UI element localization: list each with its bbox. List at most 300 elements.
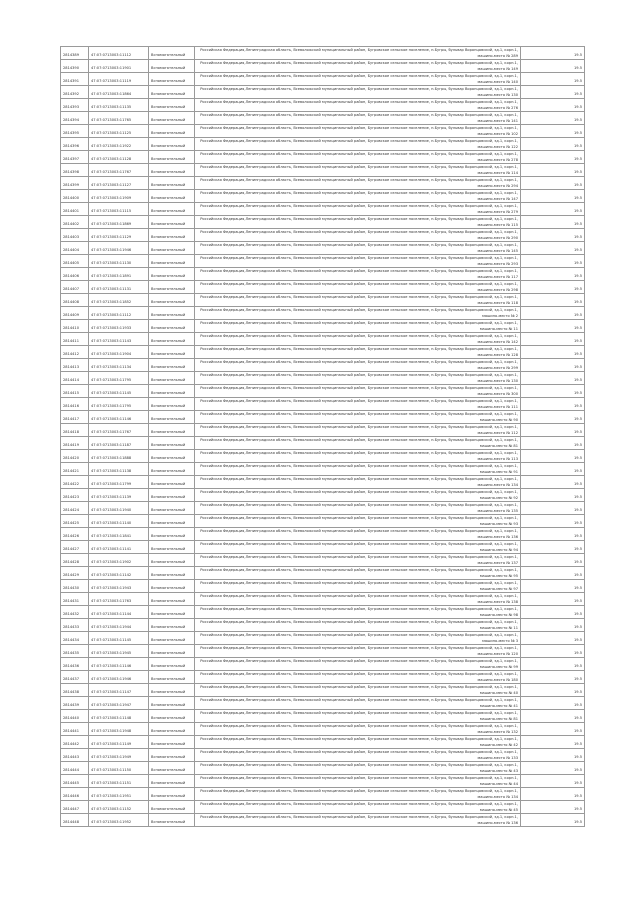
table-row: [61, 684, 585, 697]
row-id-cell: 2814390: [61, 60, 89, 73]
table-row: [61, 749, 585, 762]
cadastral-number-cell: 47:07:0713003:11795: [89, 398, 149, 411]
parking-spaces-table: [60, 46, 585, 827]
row-id-cell: 2814406: [61, 268, 89, 281]
cadastral-number-cell: 47:07:0713003:11147: [89, 684, 149, 697]
address-cell: Российская Федерация,Ленинградская область, Всеволожский муниципальный район, Бугровское сельское поселение, п.Бугры, бульвар Воронцовский, зд.1, корп.1, машино-место № 276: [195, 99, 521, 112]
row-id-cell: 2814439: [61, 697, 89, 710]
area-cell: 19.5: [521, 346, 585, 359]
row-id-cell: 2814392: [61, 86, 89, 99]
row-id-cell: 2814410: [61, 320, 89, 333]
row-id-cell: 2814448: [61, 814, 89, 827]
row-id-cell: 2814423: [61, 489, 89, 502]
table-row: [61, 788, 585, 801]
purpose-cell: Вспомогательный: [149, 359, 195, 372]
address-cell: Российская Федерация,Ленинградская область, Всеволожский муниципальный район, Бугровское сельское поселение, п.Бугры, бульвар Воронцовский, зд.1, корп.1, машино-место № 289: [195, 47, 521, 60]
purpose-cell: Вспомогательный: [149, 164, 195, 177]
address-cell: Российская Федерация,Ленинградская область, Всеволожский муниципальный район, Бугровское сельское поселение, п.Бугры, бульвар Воронцовский, зд.1, корп.1, машино-место № 140: [195, 73, 521, 86]
row-id-cell: 2814445: [61, 775, 89, 788]
address-cell: Российская Федерация,Ленинградская область, Всеволожский муниципальный район, Бугровское сельское поселение, п.Бугры, бульвар Воронцовский, зд.1, корп.1, машино-место № 180: [195, 671, 521, 684]
row-id-cell: 2814400: [61, 190, 89, 203]
area-cell: 19.5: [521, 281, 585, 294]
address-cell: Российская Федерация,Ленинградская область, Всеволожский муниципальный район, Бугровское сельское поселение, п.Бугры, бульвар Воронцовский, зд.1, корп.1, машино-место № 137: [195, 554, 521, 567]
area-cell: 19.5: [521, 151, 585, 164]
address-cell: Российская Федерация,Ленинградская область, Всеволожский муниципальный район, Бугровское сельское поселение, п.Бугры, бульвар Воронцовский, зд.1, корп.1, машино-место № 145: [195, 242, 521, 255]
purpose-cell: Вспомогательный: [149, 385, 195, 398]
address-cell: Российская Федерация,Ленинградская область, Всеволожский муниципальный район, Бугровское сельское поселение, п.Бугры, бульвар Воронцовский, зд.1, корп.1, машино-место № 118: [195, 294, 521, 307]
purpose-cell: Вспомогательный: [149, 645, 195, 658]
cadastral-number-cell: 47:07:0713003:11127: [89, 177, 149, 190]
row-id-cell: 2814412: [61, 346, 89, 359]
row-id-cell: 2814393: [61, 99, 89, 112]
purpose-cell: Вспомогательный: [149, 710, 195, 723]
area-cell: 19.5: [521, 541, 585, 554]
purpose-cell: Вспомогательный: [149, 502, 195, 515]
table-row: [61, 567, 585, 580]
area-cell: 19.5: [521, 723, 585, 736]
cadastral-number-cell: 47:07:0713003:11142: [89, 567, 149, 580]
purpose-cell: Вспомогательный: [149, 723, 195, 736]
cadastral-number-cell: 47:07:0713003:11767: [89, 164, 149, 177]
table-row: [61, 762, 585, 775]
address-cell: Российская Федерация,Ленинградская область, Всеволожский муниципальный район, Бугровское сельское поселение, п.Бугры, бульвар Воронцовский, зд.1, корп.1, машино-место № 120: [195, 645, 521, 658]
area-cell: 19.5: [521, 736, 585, 749]
area-cell: 19.5: [521, 606, 585, 619]
address-cell: Российская Федерация,Ленинградская область, Всеволожский муниципальный район, Бугровское сельское поселение, п.Бугры, бульвар Воронцовский, зд.1, корп.1, машино-место № 3: [195, 632, 521, 645]
row-id-cell: 2814407: [61, 281, 89, 294]
row-id-cell: 2814424: [61, 502, 89, 515]
row-id-cell: 2814420: [61, 450, 89, 463]
cadastral-number-cell: 47:07:0713003:11943: [89, 580, 149, 593]
purpose-cell: Вспомогательный: [149, 255, 195, 268]
area-cell: 19.5: [521, 502, 585, 515]
purpose-cell: Вспомогательный: [149, 736, 195, 749]
table-row: [61, 372, 585, 385]
address-cell: Российская Федерация,Ленинградская область, Всеволожский муниципальный район, Бугровское сельское поселение, п.Бугры, бульвар Воронцовский, зд.1, корп.1, машино-место № 141: [195, 112, 521, 125]
table-row: [61, 229, 585, 242]
area-cell: 19.5: [521, 788, 585, 801]
table-row: [61, 437, 585, 450]
area-cell: 19.5: [521, 775, 585, 788]
row-id-cell: 2814441: [61, 723, 89, 736]
purpose-cell: Вспомогательный: [149, 86, 195, 99]
purpose-cell: Вспомогательный: [149, 424, 195, 437]
cadastral-number-cell: 47:07:0713003:11901: [89, 60, 149, 73]
cadastral-number-cell: 47:07:0713003:11130: [89, 255, 149, 268]
row-id-cell: 2814437: [61, 671, 89, 684]
purpose-cell: Вспомогательный: [149, 463, 195, 476]
cadastral-number-cell: 47:07:0713003:11148: [89, 710, 149, 723]
area-cell: 19.5: [521, 125, 585, 138]
area-cell: 19.5: [521, 528, 585, 541]
address-cell: Российская Федерация,Ленинградская область, Всеволожский муниципальный район, Бугровское сельское поселение, п.Бугры, бульвар Воронцовский, зд.1, корп.1, машино-место № 147: [195, 190, 521, 203]
cadastral-number-cell: 47:07:0713003:11141: [89, 541, 149, 554]
cadastral-number-cell: 47:07:0713003:11143: [89, 333, 149, 346]
area-cell: 19.5: [521, 99, 585, 112]
cadastral-number-cell: 47:07:0713003:11869: [89, 216, 149, 229]
row-id-cell: 2814411: [61, 333, 89, 346]
purpose-cell: Вспомогательный: [149, 203, 195, 216]
cadastral-number-cell: 47:07:0713003:11152: [89, 801, 149, 814]
address-cell: Российская Федерация,Ленинградская область, Всеволожский муниципальный район, Бугровское сельское поселение, п.Бугры, бульвар Воронцовский, зд.1, корп.1, машино-место № 11: [195, 619, 521, 632]
table-row: [61, 606, 585, 619]
address-cell: Российская Федерация,Ленинградская область, Всеволожский муниципальный район, Бугровское сельское поселение, п.Бугры, бульвар Воронцовский, зд.1, корп.1, машино-место № 112: [195, 424, 521, 437]
cadastral-number-cell: 47:07:0713003:11149: [89, 736, 149, 749]
row-id-cell: 2814415: [61, 385, 89, 398]
area-cell: 19.5: [521, 307, 585, 320]
cadastral-number-cell: 47:07:0713003:11115: [89, 203, 149, 216]
purpose-cell: Вспомогательный: [149, 151, 195, 164]
purpose-cell: Вспомогательный: [149, 801, 195, 814]
row-id-cell: 2814409: [61, 307, 89, 320]
cadastral-number-cell: 47:07:0713003:11763: [89, 593, 149, 606]
purpose-cell: Вспомогательный: [149, 398, 195, 411]
purpose-cell: Вспомогательный: [149, 671, 195, 684]
row-id-cell: 2814399: [61, 177, 89, 190]
table-row: [61, 203, 585, 216]
area-cell: 19.5: [521, 710, 585, 723]
row-id-cell: 2814433: [61, 619, 89, 632]
cadastral-number-cell: 47:07:0713003:11891: [89, 268, 149, 281]
row-id-cell: 2814398: [61, 164, 89, 177]
row-id-cell: 2814395: [61, 125, 89, 138]
address-cell: Российская Федерация,Ленинградская область, Всеволожский муниципальный район, Бугровское сельское поселение, п.Бугры, бульвар Воронцовский, зд.1, корп.1, машино-место № 92: [195, 489, 521, 502]
address-cell: Российская Федерация,Ленинградская область, Всеволожский муниципальный район, Бугровское сельское поселение, п.Бугры, бульвар Воронцовский, зд.1, корп.1, машино-место № 130: [195, 86, 521, 99]
area-cell: 19.5: [521, 619, 585, 632]
cadastral-number-cell: 47:07:0713003:11112: [89, 307, 149, 320]
table-row: [61, 476, 585, 489]
row-id-cell: 2814417: [61, 411, 89, 424]
row-id-cell: 2814401: [61, 203, 89, 216]
cadastral-number-cell: 47:07:0713003:11119: [89, 73, 149, 86]
purpose-cell: Вспомогательный: [149, 47, 195, 60]
area-cell: 19.5: [521, 73, 585, 86]
row-id-cell: 2814447: [61, 801, 89, 814]
row-id-cell: 2814418: [61, 424, 89, 437]
table-row: [61, 255, 585, 268]
purpose-cell: Вспомогательный: [149, 528, 195, 541]
address-cell: Российская Федерация,Ленинградская область, Всеволожский муниципальный район, Бугровское сельское поселение, п.Бугры, бульвар Воронцовский, зд.1, корп.1, машино-место № 278: [195, 151, 521, 164]
address-cell: Российская Федерация,Ленинградская область, Всеволожский муниципальный район, Бугровское сельское поселение, п.Бугры, бульвар Воронцовский, зд.1, корп.1, машино-место № 97: [195, 580, 521, 593]
address-cell: Российская Федерация,Ленинградская область, Всеволожский муниципальный район, Бугровское сельское поселение, п.Бугры, бульвар Воронцовский, зд.1, корп.1, машино-место № 90: [195, 411, 521, 424]
area-cell: 19.5: [521, 398, 585, 411]
table-row: [61, 775, 585, 788]
cadastral-number-cell: 47:07:0713003:11933: [89, 320, 149, 333]
area-cell: 19.5: [521, 437, 585, 450]
table-row: [61, 73, 585, 86]
area-cell: 19.5: [521, 60, 585, 73]
cadastral-number-cell: 47:07:0713003:11948: [89, 723, 149, 736]
cadastral-number-cell: 47:07:0713003:11135: [89, 99, 149, 112]
row-id-cell: 2814442: [61, 736, 89, 749]
purpose-cell: Вспомогательный: [149, 268, 195, 281]
row-id-cell: 2814414: [61, 372, 89, 385]
address-cell: Российская Федерация,Ленинградская область, Всеволожский муниципальный район, Бугровское сельское поселение, п.Бугры, бульвар Воронцовский, зд.1, корп.1, машино-место № 299: [195, 359, 521, 372]
area-cell: 19.5: [521, 593, 585, 606]
area-cell: 19.5: [521, 372, 585, 385]
table-row: [61, 424, 585, 437]
table-body: [61, 47, 585, 827]
area-cell: 19.5: [521, 112, 585, 125]
address-cell: Российская Федерация,Ленинградская область, Всеволожский муниципальный район, Бугровское сельское поселение, п.Бугры, бульвар Воронцовский, зд.1, корп.1, машино-место № 128: [195, 346, 521, 359]
area-cell: 19.5: [521, 515, 585, 528]
row-id-cell: 2814403: [61, 229, 89, 242]
area-cell: 19.5: [521, 242, 585, 255]
area-cell: 19.5: [521, 580, 585, 593]
address-cell: Российская Федерация,Ленинградская область, Всеволожский муниципальный район, Бугровское сельское поселение, п.Бугры, бульвар Воронцовский, зд.1, корп.1, машино-место № 122: [195, 138, 521, 151]
cadastral-number-cell: 47:07:0713003:11946: [89, 242, 149, 255]
area-cell: 19.5: [521, 658, 585, 671]
cadastral-number-cell: 47:07:0713003:11144: [89, 606, 149, 619]
address-cell: Российская Федерация,Ленинградская область, Всеволожский муниципальный район, Бугровское сельское поселение, п.Бугры, бульвар Воронцовский, зд.1, корп.1, машино-место № 300: [195, 385, 521, 398]
area-cell: 19.5: [521, 86, 585, 99]
table-row: [61, 580, 585, 593]
table-row: [61, 515, 585, 528]
address-cell: Российская Федерация,Ленинградская область, Всеволожский муниципальный район, Бугровское сельское поселение, п.Бугры, бульвар Воронцовский, зд.1, корп.1, машино-место № 2: [195, 307, 521, 320]
row-id-cell: 2814391: [61, 73, 89, 86]
purpose-cell: Вспомогательный: [149, 281, 195, 294]
area-cell: 19.5: [521, 450, 585, 463]
address-cell: Российская Федерация,Ленинградская область, Всеволожский муниципальный район, Бугровское сельское поселение, п.Бугры, бульвар Воронцовский, зд.1, корп.1, машино-место № 41: [195, 697, 521, 710]
cadastral-number-cell: 47:07:0713003:11145: [89, 632, 149, 645]
address-cell: Российская Федерация,Ленинградская область, Всеволожский муниципальный район, Бугровское сельское поселение, п.Бугры, бульвар Воронцовский, зд.1, корп.1, машино-место № 136: [195, 814, 521, 827]
address-cell: Российская Федерация,Ленинградская область, Всеволожский муниципальный район, Бугровское сельское поселение, п.Бугры, бульвар Воронцовский, зд.1, корп.1, машино-место № 114: [195, 164, 521, 177]
table-row: [61, 359, 585, 372]
table-row: [61, 385, 585, 398]
address-cell: Российская Федерация,Ленинградская область, Всеволожский муниципальный район, Бугровское сельское поселение, п.Бугры, бульвар Воронцовский, зд.1, корп.1, машино-место № 98: [195, 606, 521, 619]
row-id-cell: 2814402: [61, 216, 89, 229]
table-row: [61, 645, 585, 658]
cadastral-number-cell: 47:07:0713003:11888: [89, 450, 149, 463]
area-cell: 19.5: [521, 801, 585, 814]
address-cell: Российская Федерация,Ленинградская область, Всеволожский муниципальный район, Бугровское сельское поселение, п.Бугры, бульвар Воронцовский, зд.1, корп.1, машино-место № 99: [195, 658, 521, 671]
address-cell: Российская Федерация,Ленинградская область, Всеволожский муниципальный район, Бугровское сельское поселение, п.Бугры, бульвар Воронцовский, зд.1, корп.1, машино-место № 40: [195, 684, 521, 697]
purpose-cell: Вспомогательный: [149, 567, 195, 580]
area-cell: 19.5: [521, 385, 585, 398]
purpose-cell: Вспомогательный: [149, 177, 195, 190]
table-row: [61, 307, 585, 320]
address-cell: Российская Федерация,Ленинградская область, Всеволожский муниципальный район, Бугровское сельское поселение, п.Бугры, бульвар Воронцовский, зд.1, корп.1, машино-место № 298: [195, 281, 521, 294]
area-cell: 19.5: [521, 190, 585, 203]
area-cell: 19.5: [521, 359, 585, 372]
purpose-cell: Вспомогательный: [149, 788, 195, 801]
table-row: [61, 86, 585, 99]
area-cell: 19.5: [521, 489, 585, 502]
area-cell: 19.5: [521, 216, 585, 229]
row-id-cell: 2814404: [61, 242, 89, 255]
area-cell: 19.5: [521, 697, 585, 710]
purpose-cell: Вспомогательный: [149, 307, 195, 320]
purpose-cell: Вспомогательный: [149, 476, 195, 489]
table-row: [61, 528, 585, 541]
row-id-cell: 2814443: [61, 749, 89, 762]
cadastral-number-cell: 47:07:0713003:11949: [89, 749, 149, 762]
area-cell: 19.5: [521, 671, 585, 684]
cadastral-number-cell: 47:07:0713003:11951: [89, 788, 149, 801]
purpose-cell: Вспомогательный: [149, 580, 195, 593]
table-row: [61, 333, 585, 346]
address-cell: Российская Федерация,Ленинградская область, Всеволожский муниципальный район, Бугровское сельское поселение, п.Бугры, бульвар Воронцовский, зд.1, корп.1, машино-место № 111: [195, 398, 521, 411]
address-cell: Российская Федерация,Ленинградская область, Всеволожский муниципальный район, Бугровское сельское поселение, п.Бугры, бульвар Воронцовский, зд.1, корп.1, машино-место № 42: [195, 736, 521, 749]
table-row: [61, 671, 585, 684]
address-cell: Российская Федерация,Ленинградская область, Всеволожский муниципальный район, Бугровское сельское поселение, п.Бугры, бульвар Воронцовский, зд.1, корп.1, машино-место № 142: [195, 333, 521, 346]
purpose-cell: Вспомогательный: [149, 125, 195, 138]
address-cell: Российская Федерация,Ленинградская область, Всеволожский муниципальный район, Бугровское сельское поселение, п.Бугры, бульвар Воронцовский, зд.1, корп.1, машино-место № 134: [195, 476, 521, 489]
area-cell: 19.5: [521, 684, 585, 697]
purpose-cell: Вспомогательный: [149, 749, 195, 762]
row-id-cell: 2814405: [61, 255, 89, 268]
area-cell: 19.5: [521, 177, 585, 190]
address-cell: Российская Федерация,Ленинградская область, Всеволожский муниципальный район, Бугровское сельское поселение, п.Бугры, бульвар Воронцовский, зд.1, корп.1, машино-место № 117: [195, 268, 521, 281]
table-row: [61, 138, 585, 151]
purpose-cell: Вспомогательный: [149, 684, 195, 697]
area-cell: 19.5: [521, 424, 585, 437]
address-cell: Российская Федерация,Ленинградская область, Всеволожский муниципальный район, Бугровское сельское поселение, п.Бугры, бульвар Воронцовский, зд.1, корп.1, машино-место № 133: [195, 749, 521, 762]
table-row: [61, 320, 585, 333]
cadastral-number-cell: 47:07:0713003:11904: [89, 346, 149, 359]
cadastral-number-cell: 47:07:0713003:11852: [89, 294, 149, 307]
row-id-cell: 2814394: [61, 112, 89, 125]
address-cell: Российская Федерация,Ленинградская область, Всеволожский муниципальный район, Бугровское сельское поселение, п.Бугры, бульвар Воронцовский, зд.1, корп.1, машино-место № 81: [195, 710, 521, 723]
table-row: [61, 541, 585, 554]
cadastral-number-cell: 47:07:0713003:11112: [89, 47, 149, 60]
registry-sheet: [60, 46, 584, 827]
purpose-cell: Вспомогательный: [149, 294, 195, 307]
area-cell: 19.5: [521, 463, 585, 476]
purpose-cell: Вспомогательный: [149, 138, 195, 151]
table-row: [61, 294, 585, 307]
table-row: [61, 801, 585, 814]
table-row: [61, 450, 585, 463]
table-row: [61, 489, 585, 502]
cadastral-number-cell: 47:07:0713003:11945: [89, 645, 149, 658]
cadastral-number-cell: 47:07:0713003:11946: [89, 671, 149, 684]
cadastral-number-cell: 47:07:0713003:11940: [89, 502, 149, 515]
row-id-cell: 2814421: [61, 463, 89, 476]
purpose-cell: Вспомогательный: [149, 99, 195, 112]
table-row: [61, 281, 585, 294]
table-row: [61, 502, 585, 515]
purpose-cell: Вспомогательный: [149, 606, 195, 619]
row-id-cell: 2814444: [61, 762, 89, 775]
row-id-cell: 2814435: [61, 645, 89, 658]
cadastral-number-cell: 47:07:0713003:11129: [89, 229, 149, 242]
purpose-cell: Вспомогательный: [149, 632, 195, 645]
cadastral-number-cell: 47:07:0713003:11864: [89, 86, 149, 99]
cadastral-number-cell: 47:07:0713003:11947: [89, 697, 149, 710]
row-id-cell: 2814396: [61, 138, 89, 151]
row-id-cell: 2814422: [61, 476, 89, 489]
table-row: [61, 112, 585, 125]
row-id-cell: 2814425: [61, 515, 89, 528]
table-row: [61, 411, 585, 424]
table-row: [61, 554, 585, 567]
area-cell: 19.5: [521, 229, 585, 242]
cadastral-number-cell: 47:07:0713003:11765: [89, 112, 149, 125]
area-cell: 19.5: [521, 138, 585, 151]
purpose-cell: Вспомогательный: [149, 515, 195, 528]
address-cell: Российская Федерация,Ленинградская область, Всеволожский муниципальный район, Бугровское сельское поселение, п.Бугры, бульвар Воронцовский, зд.1, корп.1, машино-место № 132: [195, 723, 521, 736]
address-cell: Российская Федерация,Ленинградская область, Всеволожский муниципальный район, Бугровское сельское поселение, п.Бугры, бульвар Воронцовский, зд.1, корп.1, машино-место № 134: [195, 788, 521, 801]
cadastral-number-cell: 47:07:0713003:11922: [89, 138, 149, 151]
table-row: [61, 177, 585, 190]
address-cell: Российская Федерация,Ленинградская область, Всеволожский муниципальный район, Бугровское сельское поселение, п.Бугры, бульвар Воронцовский, зд.1, корп.1, машино-место № 91: [195, 463, 521, 476]
area-cell: 19.5: [521, 632, 585, 645]
purpose-cell: Вспомогательный: [149, 775, 195, 788]
area-cell: 19.5: [521, 476, 585, 489]
table-row: [61, 736, 585, 749]
cadastral-number-cell: 47:07:0713003:11150: [89, 762, 149, 775]
cadastral-number-cell: 47:07:0713003:11767: [89, 424, 149, 437]
purpose-cell: Вспомогательный: [149, 372, 195, 385]
address-cell: Российская Федерация,Ленинградская область, Всеволожский муниципальный район, Бугровское сельское поселение, п.Бугры, бульвар Воронцовский, зд.1, корп.1, машино-место № 11: [195, 320, 521, 333]
cadastral-number-cell: 47:07:0713003:11139: [89, 489, 149, 502]
area-cell: 19.5: [521, 554, 585, 567]
row-id-cell: 2814438: [61, 684, 89, 697]
address-cell: Российская Федерация,Ленинградская область, Всеволожский муниципальный район, Бугровское сельское поселение, п.Бугры, бульвар Воронцовский, зд.1, корп.1, машино-место № 113: [195, 450, 521, 463]
cadastral-number-cell: 47:07:0713003:11140: [89, 515, 149, 528]
cadastral-number-cell: 47:07:0713003:11187: [89, 437, 149, 450]
address-cell: Российская Федерация,Ленинградская область, Всеволожский муниципальный район, Бугровское сельское поселение, п.Бугры, бульвар Воронцовский, зд.1, корп.1, машино-место № 149: [195, 60, 521, 73]
address-cell: Российская Федерация,Ленинградская область, Всеволожский муниципальный район, Бугровское сельское поселение, п.Бугры, бульвар Воронцовский, зд.1, корп.1, машино-место № 135: [195, 502, 521, 515]
row-id-cell: 2814419: [61, 437, 89, 450]
table-row: [61, 723, 585, 736]
table-row: [61, 593, 585, 606]
row-id-cell: 2814413: [61, 359, 89, 372]
address-cell: Российская Федерация,Ленинградская область, Всеволожский муниципальный район, Бугровское сельское поселение, п.Бугры, бульвар Воронцовский, зд.1, корп.1, машино-место № 44: [195, 775, 521, 788]
purpose-cell: Вспомогательный: [149, 73, 195, 86]
area-cell: 19.5: [521, 567, 585, 580]
purpose-cell: Вспомогательный: [149, 190, 195, 203]
table-row: [61, 151, 585, 164]
area-cell: 19.5: [521, 814, 585, 827]
area-cell: 19.5: [521, 203, 585, 216]
table-row: [61, 697, 585, 710]
area-cell: 19.5: [521, 294, 585, 307]
address-cell: Российская Федерация,Ленинградская область, Всеволожский муниципальный район, Бугровское сельское поселение, п.Бугры, бульвар Воронцовский, зд.1, корп.1, машино-место № 294: [195, 177, 521, 190]
area-cell: 19.5: [521, 749, 585, 762]
table-row: [61, 619, 585, 632]
row-id-cell: 2814416: [61, 398, 89, 411]
purpose-cell: Вспомогательный: [149, 411, 195, 424]
address-cell: Российская Федерация,Ленинградская область, Всеволожский муниципальный район, Бугровское сельское поселение, п.Бугры, бульвар Воронцовский, зд.1, корп.1, машино-место № 81: [195, 437, 521, 450]
purpose-cell: Вспомогательный: [149, 697, 195, 710]
purpose-cell: Вспомогательный: [149, 554, 195, 567]
area-cell: 19.5: [521, 411, 585, 424]
area-cell: 19.5: [521, 333, 585, 346]
area-cell: 19.5: [521, 255, 585, 268]
row-id-cell: 2814397: [61, 151, 89, 164]
row-id-cell: 2814427: [61, 541, 89, 554]
cadastral-number-cell: 47:07:0713003:11902: [89, 554, 149, 567]
cadastral-number-cell: 47:07:0713003:11151: [89, 775, 149, 788]
row-id-cell: 2814428: [61, 554, 89, 567]
area-cell: 19.5: [521, 164, 585, 177]
purpose-cell: Вспомогательный: [149, 112, 195, 125]
purpose-cell: Вспомогательный: [149, 60, 195, 73]
cadastral-number-cell: 47:07:0713003:11952: [89, 814, 149, 827]
cadastral-number-cell: 47:07:0713003:11145: [89, 385, 149, 398]
purpose-cell: Вспомогательный: [149, 489, 195, 502]
cadastral-number-cell: 47:07:0713003:11128: [89, 151, 149, 164]
purpose-cell: Вспомогательный: [149, 346, 195, 359]
cadastral-number-cell: 47:07:0713003:11125: [89, 125, 149, 138]
table-row: [61, 242, 585, 255]
cadastral-number-cell: 47:07:0713003:11944: [89, 619, 149, 632]
address-cell: Российская Федерация,Ленинградская область, Всеволожский муниципальный район, Бугровское сельское поселение, п.Бугры, бульвар Воронцовский, зд.1, корп.1, машино-место № 138: [195, 593, 521, 606]
table-row: [61, 463, 585, 476]
address-cell: Российская Федерация,Ленинградская область, Всеволожский муниципальный район, Бугровское сельское поселение, п.Бугры, бульвар Воронцовский, зд.1, корп.1, машино-место № 95: [195, 567, 521, 580]
